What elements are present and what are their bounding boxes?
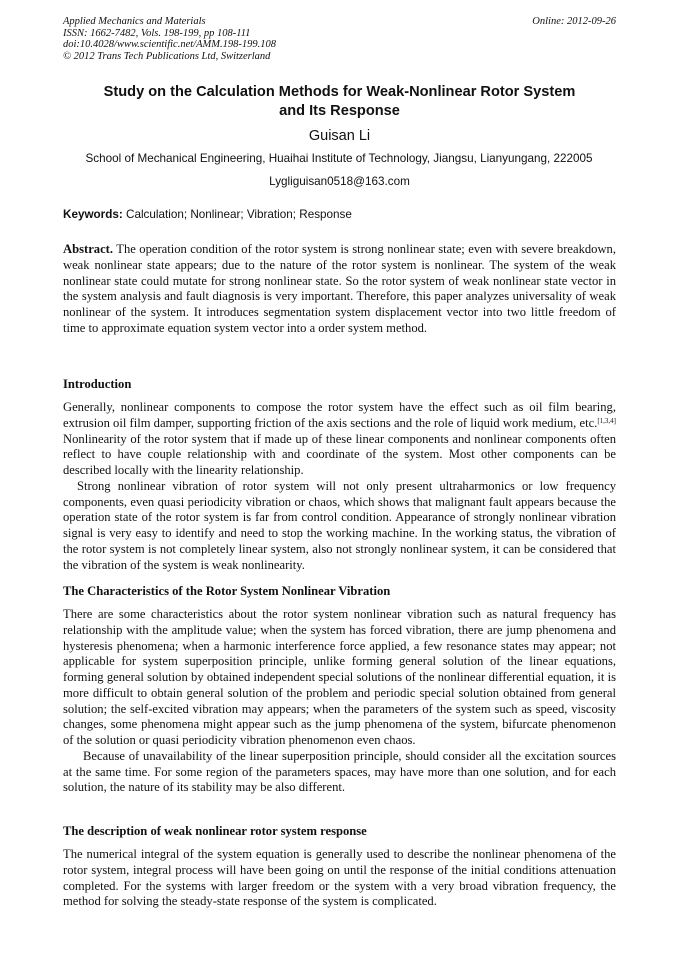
online-date: Online: 2012-09-26 — [532, 16, 616, 27]
introduction-body — [63, 400, 616, 573]
characteristics-heading: The Characteristics of the Rotor System Nonlinear Vibration — [63, 584, 391, 598]
title-line-2: and Its Response — [279, 103, 400, 119]
abstract-text: The operation condition of the rotor system is strong nonlinear state; even with severe breakdown, weak nonlinear state appears; due to the nature of the rotor system is nonlinear. The system of the weak nonlinear state could mutate for strong nonlinear state. So the rotor system of weak nonlinear state vector in the system analysis and fault diagnosis is very important. Therefore, this paper analyzes universality of weak nonlinear of the system. It introduces segmentation system displacement vector into two little freedom of time to approximate equation system vector into a order system method. — [63, 242, 617, 335]
characteristics-body — [63, 607, 616, 796]
reference-marker: [1,3,4] — [597, 416, 616, 425]
intro-p1-text: Generally, nonlinear components to compose the rotor system have the effect such as oil film bearing, extrusion oil film damper, supporting friction of the axis sections and the role of liquid work medium, etc. — [63, 400, 616, 430]
introduction-heading: Introduction — [63, 377, 132, 391]
paper-title — [63, 83, 616, 121]
keywords-label: Keywords: — [63, 208, 123, 221]
affiliation: School of Mechanical Engineering, Huaihai Institute of Technology, Jiangsu, Lianyungang, 222005 — [85, 152, 593, 165]
description-body — [63, 847, 616, 910]
title-line-1: Study on the Calculation Methods for Weak-Nonlinear Rotor System — [103, 84, 576, 100]
author-email: Lygliguisan0518@163.com — [269, 175, 410, 188]
abstract-label: Abstract. — [63, 242, 114, 256]
keywords — [63, 207, 616, 222]
introduction-paragraph-1 — [63, 400, 616, 479]
copyright-line: © 2012 Trans Tech Publications Ltd, Switzerland — [63, 50, 271, 62]
keywords-text: Calculation; Nonlinear; Vibration; Response — [126, 208, 352, 221]
abstract — [63, 242, 616, 337]
characteristics-paragraph-1: There are some characteristics about the rotor system nonlinear vibration such as natural frequency has relationship with the amplitude value; when the system has forced vibration, there are jump phenomena and hysteresis phenomena; when a harmonic interference force applied, a few resonance states may appear; not applicable for system superposition principle, unlike forming general solution of the linear equations, forming general solution by obtained independent special solutions of the nonlinear differential equation, it is more difficult to obtain general solution of the problem and periodic special solution obtained from general solution; the self-excited vibration may appears; when the parameters of the system such as speed, viscosity changes, some phenomena might appear such as the jump phenomena of the system, bifurcate phenomenon of the solution or quasi periodicity vibration phenomenon even chaos. — [63, 607, 616, 747]
characteristics-paragraph-2: Because of unavailability of the linear superposition principle, should consider all the excitation sources at the same time. For some region of the parameters spaces, may have more than one solution, and for each solution, the nature of its stability may be also different. — [63, 748, 616, 795]
doi-line: doi:10.4028/www.scientific.net/AMM.198-199.108 — [63, 39, 276, 50]
introduction-paragraph-2: Strong nonlinear vibration of rotor system will not only present ultraharmonics or low frequency components, even quasi periodicity vibration or chaos, which shows that malignant fault appears because the operation state of the rotor system is far from control condition. Appearance of strongly nonlinear vibration signal is very easy to identify and need to stop the working machine. In the working status, the vibration of the rotor system is not completely linear system, also not strongly nonlinear system, it can be considered that the vibration of the system is weak nonlinearity. — [63, 478, 616, 572]
issn-line: ISSN: 1662-7482, Vols. 198-199, pp 108-111 — [63, 27, 251, 39]
intro-p1-text-cont: Nonlinearity of the rotor system that if made up of these linear components and nonlinear components often reflect to have couple relationship with and coordinate of the system. Most other components can be described locally with the linearity relationship. — [63, 431, 616, 477]
journal-name: Applied Mechanics and Materials — [63, 16, 206, 27]
description-heading: The description of weak nonlinear rotor system response — [63, 824, 367, 838]
author-name: Guisan Li — [308, 128, 371, 144]
journal-header — [63, 16, 616, 62]
description-paragraph-1: The numerical integral of the system equation is generally used to describe the nonlinear phenomena of the rotor system, integral process will have been going on until the response of the initial conditions attenuation completed. For the systems with larger freedom or the system with a very broad vibration frequency, the method for solving the steady-state response of the system is complicated. — [63, 847, 616, 909]
